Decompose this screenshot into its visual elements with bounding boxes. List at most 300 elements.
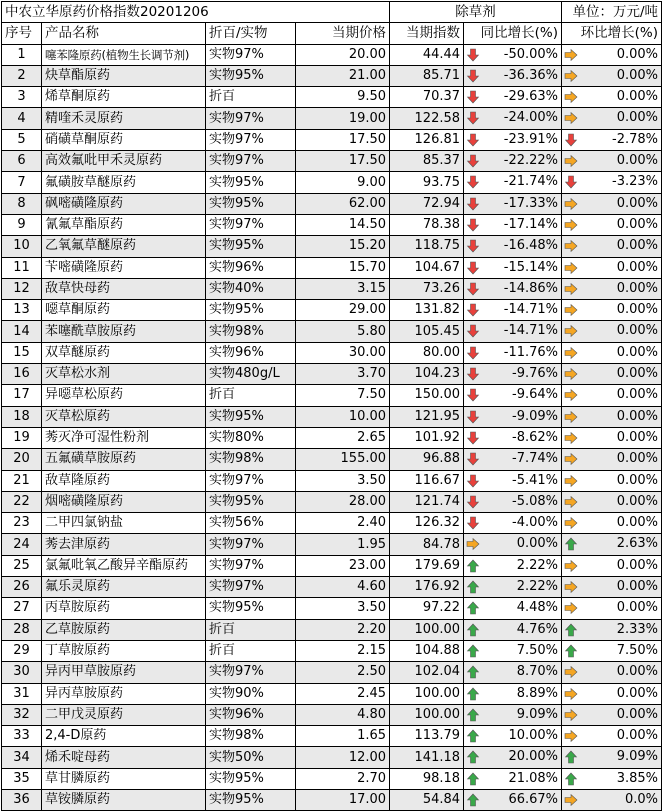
cell-price: 12.00 <box>296 747 390 768</box>
cell-name: 二甲戊灵原药 <box>42 704 206 725</box>
cell-mom-value: 0.00% <box>616 46 659 62</box>
cell-mom-value: 0.00% <box>616 408 659 424</box>
cell-name: 草铵膦原药 <box>42 789 206 810</box>
cell-yoy-value: -22.22% <box>503 153 559 169</box>
arrow-up-icon <box>466 750 480 764</box>
cell-yoy-value: 9.09% <box>516 706 559 722</box>
cell-price: 10.00 <box>296 406 390 427</box>
cell-price: 3.15 <box>296 278 390 299</box>
cell-yoy <box>464 577 562 598</box>
arrow-down-icon <box>466 452 480 466</box>
cell-type: 实物97% <box>206 129 296 150</box>
cell-type: 实物95% <box>206 598 296 619</box>
cell-idx: 31 <box>2 683 42 704</box>
cell-yoy-value: -17.33% <box>503 195 559 211</box>
cell-mom <box>562 385 662 406</box>
cell-price: 21.00 <box>296 65 390 86</box>
cell-mom <box>562 278 662 299</box>
cell-price: 29.00 <box>296 300 390 321</box>
cell-mom <box>562 789 662 810</box>
cell-mom <box>562 704 662 725</box>
cell-idx: 3 <box>2 87 42 108</box>
table-row <box>2 300 662 321</box>
table-row <box>2 193 662 214</box>
cell-type: 实物480g/L <box>206 364 296 385</box>
arrow-up-icon <box>466 665 480 679</box>
cell-index: 101.92 <box>390 427 464 448</box>
cell-name: 丁草胺原药 <box>42 640 206 661</box>
cell-index: 131.82 <box>390 300 464 321</box>
cell-type: 实物97% <box>206 662 296 683</box>
cell-yoy <box>464 214 562 235</box>
arrow-up-icon <box>466 601 480 615</box>
cell-yoy-value: -17.14% <box>503 216 559 232</box>
table-row <box>2 555 662 576</box>
arrow-down-icon <box>466 90 480 104</box>
cell-mom-value: 0.00% <box>616 515 659 531</box>
cell-type: 实物98% <box>206 449 296 470</box>
cell-price: 15.20 <box>296 236 390 257</box>
table-row <box>2 534 662 555</box>
cell-type: 实物80% <box>206 427 296 448</box>
cell-yoy <box>464 534 562 555</box>
cell-type: 实物95% <box>206 172 296 193</box>
cell-idx: 36 <box>2 789 42 810</box>
cell-index: 113.79 <box>390 726 464 747</box>
cell-yoy <box>464 87 562 108</box>
cell-idx: 16 <box>2 364 42 385</box>
cell-mom-value: 0.00% <box>616 344 659 360</box>
cell-name: 烯禾啶母药 <box>42 747 206 768</box>
cell-price: 28.00 <box>296 491 390 512</box>
arrow-right-icon <box>564 388 578 402</box>
cell-mom <box>562 768 662 789</box>
arrow-right-icon <box>564 197 578 211</box>
cell-name: 乙氧氟草醚原药 <box>42 236 206 257</box>
table-row <box>2 726 662 747</box>
table-row <box>2 747 662 768</box>
cell-mom <box>562 555 662 576</box>
cell-yoy <box>464 598 562 619</box>
cell-mom <box>562 470 662 491</box>
cell-mom <box>562 172 662 193</box>
cell-yoy-value: 4.76% <box>516 621 559 637</box>
cell-price: 4.80 <box>296 704 390 725</box>
unit-label: 单位：万元/吨 <box>562 2 662 23</box>
cell-index: 126.32 <box>390 513 464 534</box>
cell-mom-value: 0.00% <box>616 685 659 701</box>
cell-yoy-value: 66.67% <box>508 791 559 807</box>
cell-name: 灭草松水剂 <box>42 364 206 385</box>
arrow-up-icon <box>564 623 578 637</box>
cell-mom <box>562 534 662 555</box>
cell-mom-value: 2.33% <box>616 621 659 637</box>
arrow-right-icon <box>564 687 578 701</box>
cell-mom <box>562 108 662 129</box>
arrow-right-icon <box>564 729 578 743</box>
cell-mom-value: 7.50% <box>616 642 659 658</box>
arrow-right-icon <box>564 48 578 62</box>
cell-type: 实物97% <box>206 214 296 235</box>
cell-mom-value: 0.00% <box>616 451 659 467</box>
table-row <box>2 129 662 150</box>
arrow-down-icon <box>466 111 480 125</box>
cell-type: 实物90% <box>206 683 296 704</box>
arrow-down-icon <box>466 154 480 168</box>
table-row <box>2 87 662 108</box>
cell-yoy-value: 8.70% <box>516 664 559 680</box>
cell-price: 17.50 <box>296 129 390 150</box>
cell-yoy-value: -9.64% <box>512 387 559 403</box>
cell-mom-value: 3.85% <box>616 770 659 786</box>
cell-yoy-value: -14.86% <box>503 280 559 296</box>
cell-mom-value: 0.00% <box>616 728 659 744</box>
cell-price: 3.50 <box>296 598 390 619</box>
cell-name: 五氟磺草胺原药 <box>42 449 206 470</box>
arrow-down-icon <box>466 197 480 211</box>
table-row <box>2 321 662 342</box>
header-row <box>2 23 662 44</box>
cell-index: 100.00 <box>390 704 464 725</box>
arrow-up-icon <box>466 644 480 658</box>
cell-type: 实物95% <box>206 236 296 257</box>
cell-mom-value: -2.78% <box>612 131 659 147</box>
cell-idx: 29 <box>2 640 42 661</box>
cell-index: 116.67 <box>390 470 464 491</box>
cell-mom-value: 0.00% <box>616 216 659 232</box>
cell-index: 85.37 <box>390 151 464 172</box>
cell-index: 73.26 <box>390 278 464 299</box>
cell-mom <box>562 257 662 278</box>
cell-idx: 32 <box>2 704 42 725</box>
arrow-right-icon <box>564 708 578 722</box>
cell-mom-value: 0.0% <box>625 791 659 807</box>
cell-mom-value: 0.00% <box>616 323 659 339</box>
cell-type: 实物97% <box>206 44 296 65</box>
table-row <box>2 768 662 789</box>
cell-yoy <box>464 704 562 725</box>
table-row <box>2 683 662 704</box>
arrow-right-icon <box>564 303 578 317</box>
arrow-up-icon <box>466 729 480 743</box>
arrow-right-icon <box>564 410 578 424</box>
cell-yoy-value: -14.71% <box>503 302 559 318</box>
table-row <box>2 364 662 385</box>
cell-mom <box>562 449 662 470</box>
cell-name: 精喹禾灵原药 <box>42 108 206 129</box>
cell-type: 实物98% <box>206 726 296 747</box>
cell-yoy-value: 20.00% <box>508 749 559 765</box>
cell-index: 176.92 <box>390 577 464 598</box>
cell-index: 80.00 <box>390 342 464 363</box>
cell-index: 104.23 <box>390 364 464 385</box>
cell-mom-value: 0.00% <box>616 557 659 573</box>
cell-price: 14.50 <box>296 214 390 235</box>
cell-idx: 2 <box>2 65 42 86</box>
cell-yoy <box>464 640 562 661</box>
cell-price: 2.70 <box>296 768 390 789</box>
cell-yoy <box>464 747 562 768</box>
cell-index: 85.71 <box>390 65 464 86</box>
arrow-right-icon <box>564 154 578 168</box>
arrow-down-icon <box>466 133 480 147</box>
arrow-up-icon <box>466 623 480 637</box>
cell-mom-value: 0.00% <box>616 67 659 83</box>
table-row <box>2 257 662 278</box>
cell-price: 4.60 <box>296 577 390 598</box>
cell-yoy <box>464 151 562 172</box>
cell-mom <box>562 577 662 598</box>
cell-idx: 28 <box>2 619 42 640</box>
cell-mom <box>562 640 662 661</box>
cell-yoy-value: 8.89% <box>516 685 559 701</box>
cell-type: 折百 <box>206 619 296 640</box>
cell-index: 179.69 <box>390 555 464 576</box>
cell-mom <box>562 406 662 427</box>
cell-yoy-value: -5.08% <box>512 493 559 509</box>
cell-type: 实物97% <box>206 108 296 129</box>
cell-mom <box>562 342 662 363</box>
table-row <box>2 385 662 406</box>
cell-price: 5.80 <box>296 321 390 342</box>
table-row <box>2 44 662 65</box>
cell-name: 烯草酮原药 <box>42 87 206 108</box>
cell-yoy <box>464 619 562 640</box>
cell-mom <box>562 321 662 342</box>
arrow-right-icon <box>564 516 578 530</box>
arrow-down-icon <box>466 516 480 530</box>
cell-price: 2.45 <box>296 683 390 704</box>
cell-name: 异噁草松原药 <box>42 385 206 406</box>
table-row <box>2 427 662 448</box>
cell-mom-value: 0.00% <box>616 195 659 211</box>
cell-yoy-value: 2.22% <box>516 557 559 573</box>
cell-price: 2.50 <box>296 662 390 683</box>
cell-yoy-value: 0.00% <box>516 536 559 552</box>
cell-idx: 35 <box>2 768 42 789</box>
cell-yoy-value: -4.00% <box>512 515 559 531</box>
cell-name: 莠灭净可湿性粉剂 <box>42 427 206 448</box>
arrow-down-icon <box>466 239 480 253</box>
cell-idx: 5 <box>2 129 42 150</box>
cell-name: 氯氟吡氧乙酸异辛酯原药 <box>42 555 206 576</box>
cell-yoy <box>464 491 562 512</box>
cell-price: 20.00 <box>296 44 390 65</box>
header-name: 产品名称 <box>42 23 206 44</box>
cell-name: 噻苯隆原药(植物生长调节剂) <box>42 44 206 65</box>
cell-index: 96.88 <box>390 449 464 470</box>
cell-price: 1.65 <box>296 726 390 747</box>
cell-idx: 17 <box>2 385 42 406</box>
table-row <box>2 151 662 172</box>
cell-price: 2.65 <box>296 427 390 448</box>
cell-name: 苄嘧磺隆原药 <box>42 257 206 278</box>
cell-name: 敌草快母药 <box>42 278 206 299</box>
cell-name: 草甘膦原药 <box>42 768 206 789</box>
cell-type: 折百 <box>206 640 296 661</box>
cell-index: 72.94 <box>390 193 464 214</box>
cell-yoy <box>464 65 562 86</box>
cell-index: 122.58 <box>390 108 464 129</box>
cell-index: 100.00 <box>390 619 464 640</box>
cell-name: 灭草松原药 <box>42 406 206 427</box>
table-row <box>2 406 662 427</box>
cell-mom <box>562 598 662 619</box>
cell-mom <box>562 427 662 448</box>
cell-price: 1.95 <box>296 534 390 555</box>
arrow-right-icon <box>564 69 578 83</box>
table-row <box>2 470 662 491</box>
cell-idx: 18 <box>2 406 42 427</box>
cell-yoy <box>464 555 562 576</box>
table-row <box>2 513 662 534</box>
cell-price: 15.70 <box>296 257 390 278</box>
cell-idx: 10 <box>2 236 42 257</box>
cell-yoy-value: -7.74% <box>512 451 559 467</box>
cell-name: 敌草隆原药 <box>42 470 206 491</box>
cell-type: 实物56% <box>206 513 296 534</box>
cell-idx: 6 <box>2 151 42 172</box>
cell-yoy-value: -29.63% <box>503 89 559 105</box>
cell-idx: 24 <box>2 534 42 555</box>
cell-mom <box>562 364 662 385</box>
cell-index: 98.18 <box>390 768 464 789</box>
cell-mom-value: 0.00% <box>616 366 659 382</box>
arrow-right-icon <box>564 367 578 381</box>
arrow-up-icon <box>466 580 480 594</box>
cell-yoy <box>464 364 562 385</box>
arrow-right-icon <box>564 346 578 360</box>
table-row <box>2 598 662 619</box>
cell-yoy-value: -24.00% <box>503 110 559 126</box>
arrow-down-icon <box>466 346 480 360</box>
arrow-up-icon <box>564 537 578 551</box>
cell-yoy-value: 21.08% <box>508 770 559 786</box>
cell-price: 17.50 <box>296 151 390 172</box>
cell-type: 实物95% <box>206 491 296 512</box>
header-price: 当期价格 <box>296 23 390 44</box>
cell-yoy <box>464 257 562 278</box>
cell-mom <box>562 662 662 683</box>
cell-yoy <box>464 193 562 214</box>
cell-index: 97.22 <box>390 598 464 619</box>
cell-idx: 30 <box>2 662 42 683</box>
cell-index: 78.38 <box>390 214 464 235</box>
cell-mom <box>562 683 662 704</box>
cell-index: 141.18 <box>390 747 464 768</box>
cell-mom <box>562 44 662 65</box>
cell-price: 2.15 <box>296 640 390 661</box>
header-yoy: 同比增长(%) <box>464 23 562 44</box>
cell-yoy <box>464 321 562 342</box>
arrow-up-icon <box>466 708 480 722</box>
arrow-right-icon <box>564 495 578 509</box>
cell-index: 105.45 <box>390 321 464 342</box>
arrow-down-icon <box>466 410 480 424</box>
cell-mom <box>562 151 662 172</box>
cell-type: 实物96% <box>206 704 296 725</box>
cell-mom <box>562 300 662 321</box>
cell-price: 9.00 <box>296 172 390 193</box>
arrow-up-icon <box>564 644 578 658</box>
cell-yoy-value: 2.22% <box>516 579 559 595</box>
arrow-right-icon <box>564 90 578 104</box>
cell-mom-value: 0.00% <box>616 259 659 275</box>
cell-idx: 21 <box>2 470 42 491</box>
cell-mom-value: 0.00% <box>616 110 659 126</box>
arrow-right-icon <box>564 665 578 679</box>
table-row <box>2 577 662 598</box>
cell-price: 2.40 <box>296 513 390 534</box>
cell-name: 硝磺草酮原药 <box>42 129 206 150</box>
table-row <box>2 491 662 512</box>
arrow-down-icon <box>466 495 480 509</box>
cell-mom <box>562 619 662 640</box>
table-row <box>2 619 662 640</box>
cell-name: 氟乐灵原药 <box>42 577 206 598</box>
cell-index: 93.75 <box>390 172 464 193</box>
table-row <box>2 704 662 725</box>
arrow-up-icon <box>564 750 578 764</box>
cell-yoy-value: -11.76% <box>503 344 559 360</box>
cell-type: 实物97% <box>206 534 296 555</box>
arrow-right-icon <box>466 537 480 551</box>
arrow-down-icon <box>466 303 480 317</box>
cell-mom <box>562 513 662 534</box>
cell-mom-value: 0.00% <box>616 387 659 403</box>
cell-idx: 9 <box>2 214 42 235</box>
cell-index: 121.95 <box>390 406 464 427</box>
cell-type: 折百 <box>206 385 296 406</box>
table-row <box>2 662 662 683</box>
cell-yoy-value: -14.71% <box>503 323 559 339</box>
cell-yoy <box>464 172 562 193</box>
cell-type: 实物98% <box>206 321 296 342</box>
cell-mom-value: 0.00% <box>616 89 659 105</box>
cell-idx: 23 <box>2 513 42 534</box>
cell-name: 烟嘧磺隆原药 <box>42 491 206 512</box>
cell-yoy-value: -21.74% <box>503 174 559 190</box>
arrow-right-icon <box>564 452 578 466</box>
cell-name: 乙草胺原药 <box>42 619 206 640</box>
arrow-down-icon <box>466 175 480 189</box>
cell-yoy <box>464 44 562 65</box>
arrow-down-icon <box>466 218 480 232</box>
cell-yoy <box>464 768 562 789</box>
header-type: 折百/实物 <box>206 23 296 44</box>
cell-idx: 22 <box>2 491 42 512</box>
table-row <box>2 236 662 257</box>
arrow-right-icon <box>564 431 578 445</box>
cell-type: 实物50% <box>206 747 296 768</box>
cell-yoy <box>464 342 562 363</box>
arrow-up-icon <box>466 793 480 807</box>
arrow-down-icon <box>466 261 480 275</box>
cell-price: 62.00 <box>296 193 390 214</box>
header-mom: 环比增长(%) <box>562 23 662 44</box>
header-idx: 序号 <box>2 23 42 44</box>
cell-yoy-value: -15.14% <box>503 259 559 275</box>
cell-idx: 19 <box>2 427 42 448</box>
cell-yoy <box>464 470 562 491</box>
arrow-right-icon <box>564 793 578 807</box>
cell-price: 9.50 <box>296 87 390 108</box>
cell-type: 实物95% <box>206 406 296 427</box>
table-row <box>2 342 662 363</box>
arrow-right-icon <box>564 218 578 232</box>
arrow-down-icon <box>564 133 578 147</box>
cell-idx: 1 <box>2 44 42 65</box>
